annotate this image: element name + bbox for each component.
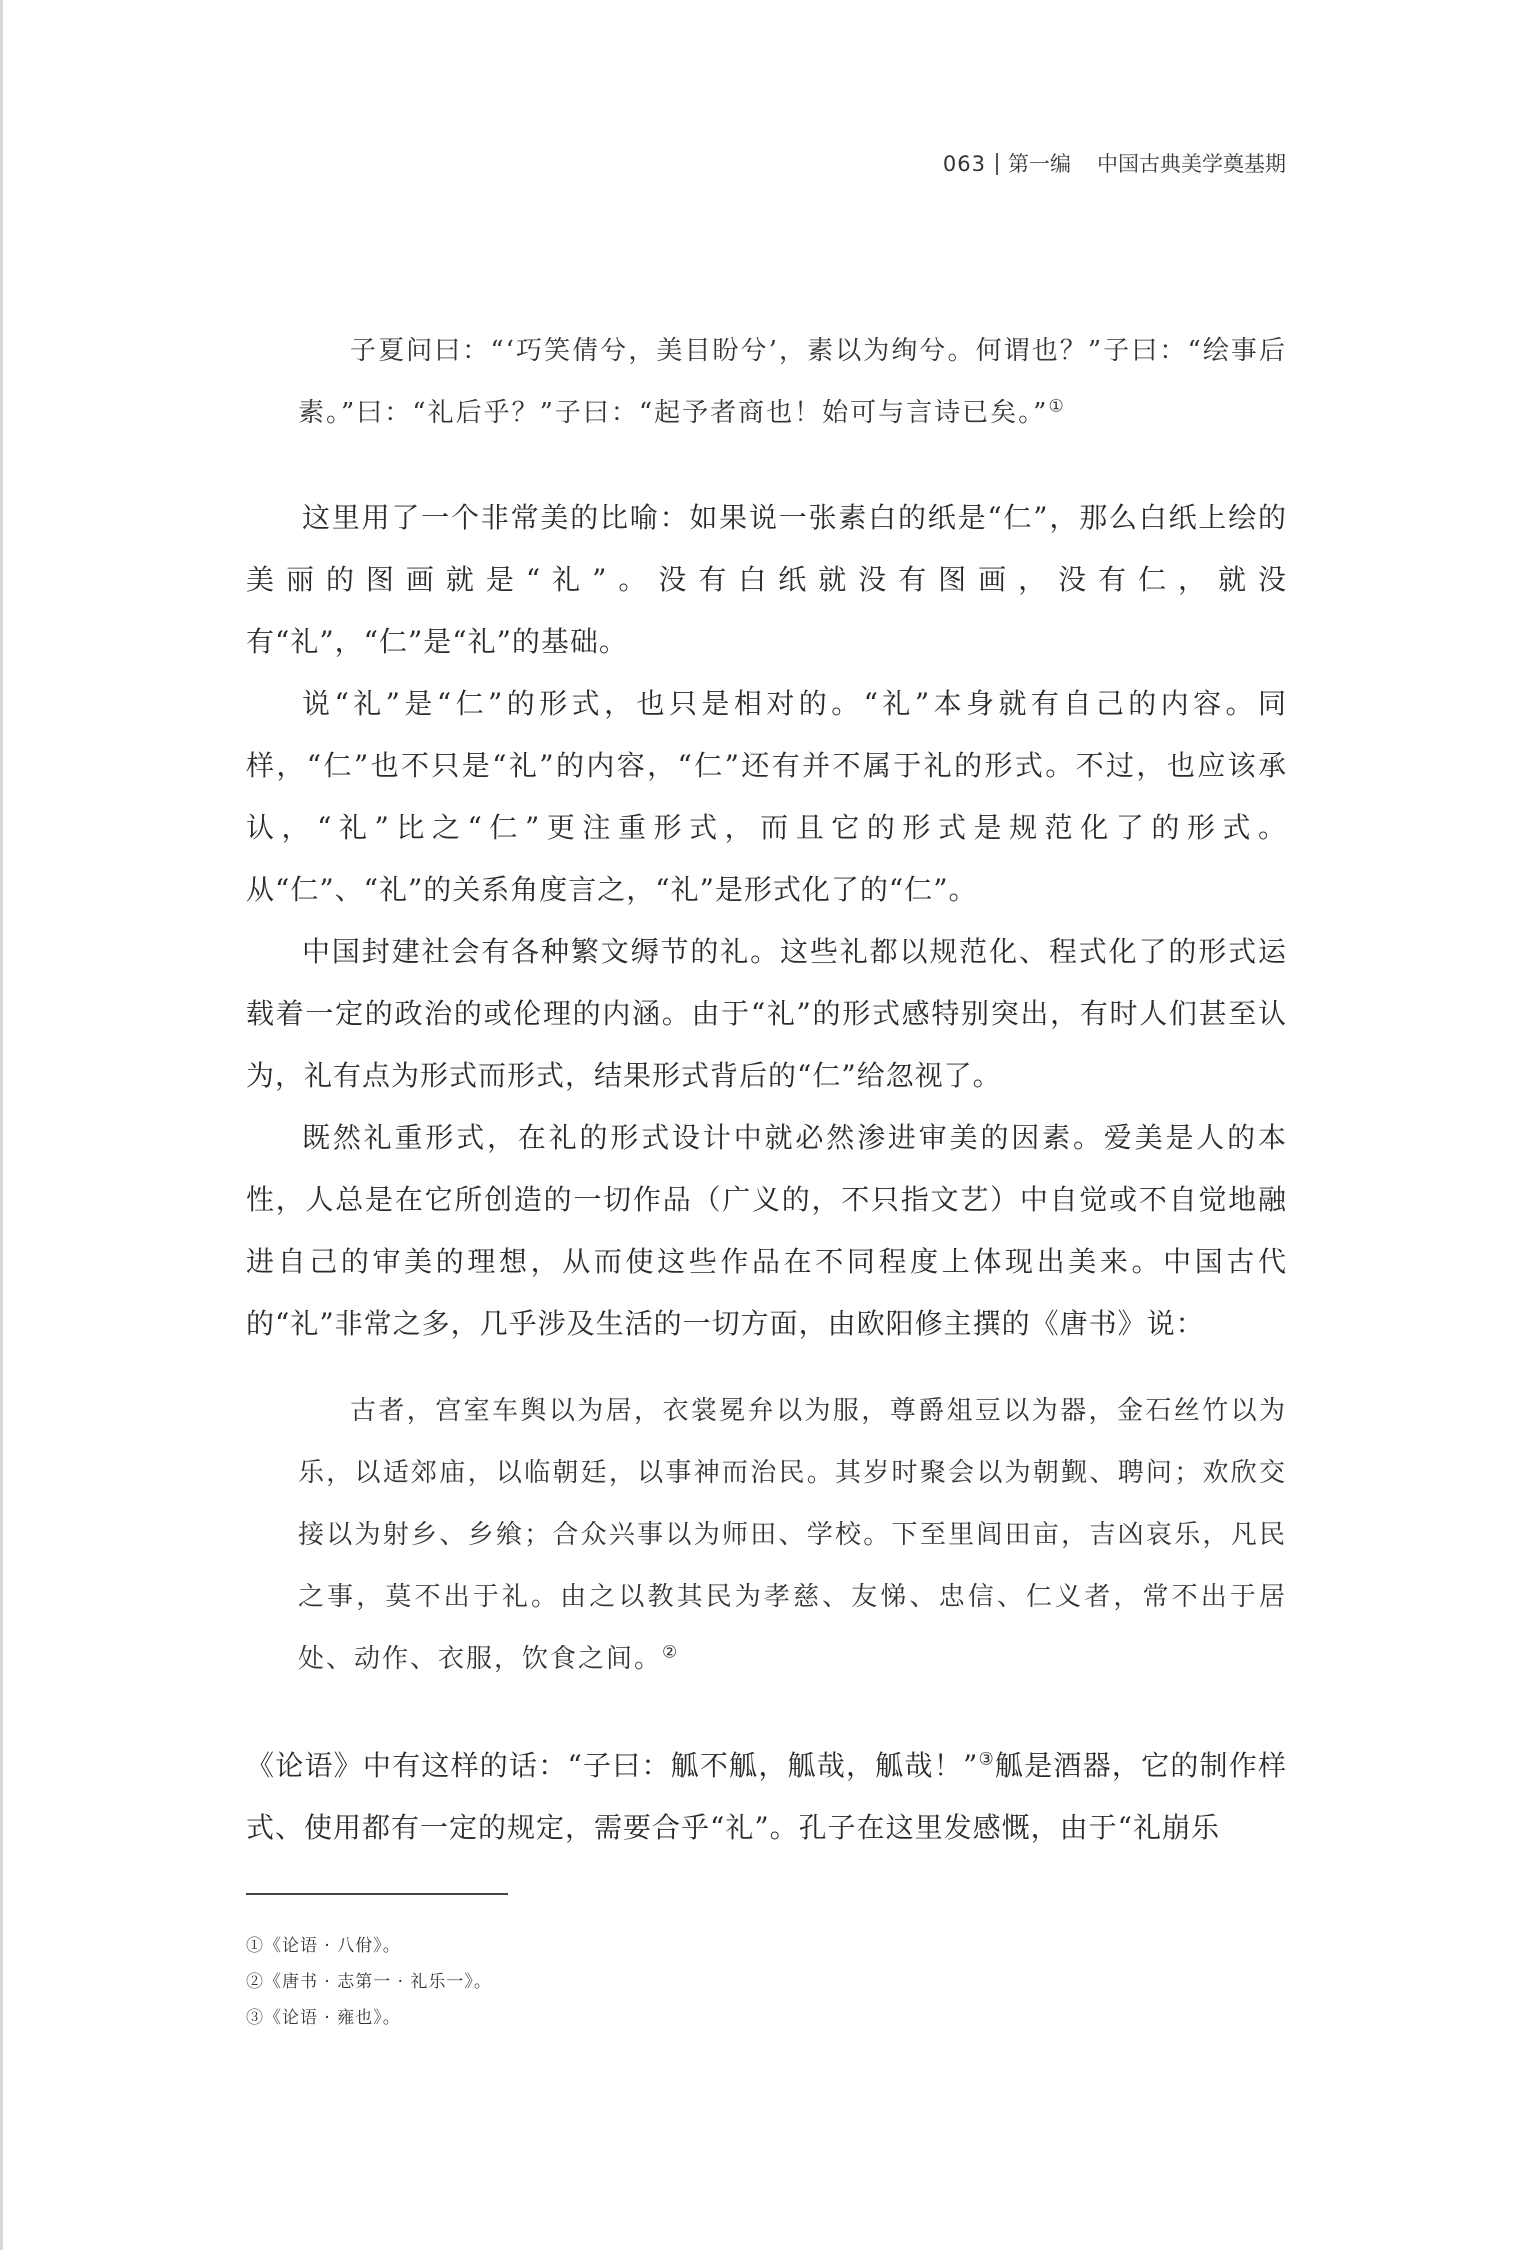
page-number: 063 bbox=[942, 152, 986, 176]
running-head bbox=[943, 146, 1286, 182]
paragraph: 说“礼”是“仁”的形式，也只是相对的。“礼”本身就有自己的内容。同样，“仁”也不只是“礼”的内容，“仁”还有并不属于礼的形式。不过，也应该承认，“礼”比之“仁”更注重形式，而且它的形式是规范化了的形式。从“仁”、“礼”的关系角度言之，“礼”是形式化了的“仁”。 bbox=[246, 687, 1287, 906]
block-quote-tangshu bbox=[298, 1380, 1287, 1690]
footnote-rule bbox=[246, 1893, 508, 1895]
paragraph: 这里用了一个非常美的比喻：如果说一张素白的纸是“仁”，那么白纸上绘的美丽的图画就是“礼”。没有白纸就没有图画，没有仁，就没有“礼”，“仁”是“礼”的基础。 bbox=[246, 501, 1287, 658]
quote-paragraph bbox=[298, 1380, 1287, 1690]
body-text-block-1 bbox=[246, 487, 1287, 1355]
header-separator bbox=[996, 153, 998, 175]
paragraph: 中国封建社会有各种繁文缛节的礼。这些礼都以规范化、程式化了的形式运载着一定的政治的或伦理的内涵。由于“礼”的形式感特别突出，有时人们甚至认为，礼有点为形式而形式，结果形式背后的“仁”给忽视了。 bbox=[246, 935, 1287, 1092]
footnote-item: ③《论语 · 雍也》。 bbox=[246, 2008, 401, 2028]
footnote-item: ①《论语 · 八佾》。 bbox=[246, 1936, 401, 1956]
quote-text: 古者，宫室车舆以为居，衣裳冕弁以为服，尊爵俎豆以为器，金石丝竹以为乐，以适郊庙，以临朝廷，以事神而治民。其岁时聚会以为朝觐、聘问；欢欣交接以为射乡、乡飨；合众兴事以为师田、学校。下至里闾田亩，吉凶哀乐，凡民之事，莫不出于礼。由之以教其民为孝慈、友悌、忠信、仁义者，常不出于居处、动作、衣服，饮食之间。 bbox=[298, 1396, 1287, 1674]
closing-text-part1: 《论语》中有这样的话：“子曰：觚不觚，觚哉，觚哉！” bbox=[246, 1749, 979, 1782]
paragraph: 既然礼重形式，在礼的形式设计中就必然渗进审美的因素。爱美是人的本性，人总是在它所创造的一切作品（广义的，不只指文艺）中自觉或不自觉地融进自己的审美的理想，从而使这些作品在不同程度上体现出美来。中国古代的“礼”非常之多，几乎涉及生活的一切方面，由欧阳修主撰的《唐书》说： bbox=[246, 1121, 1287, 1340]
footnote-ref-2[interactable]: ② bbox=[662, 1642, 680, 1663]
body-text-block-2 bbox=[246, 1735, 1287, 1859]
quote-paragraph bbox=[298, 320, 1287, 444]
footnote-item: ②《唐书 · 志第一 · 礼乐一》。 bbox=[246, 1972, 492, 1992]
quote-text: 子夏问曰：“‘巧笑倩兮，美目盼兮’，素以为绚兮。何谓也？”子曰：“绘事后素。”曰：“礼后乎？”子曰：“起予者商也！始可与言诗已矣。” bbox=[298, 336, 1287, 428]
block-quote-lunyu bbox=[298, 320, 1287, 444]
paragraph bbox=[246, 1735, 1287, 1859]
closing-text-part2: 觚是酒器，它的制作样式、使用都有一定的规定，需要合乎“礼”。孔子在这里发感慨，由于“礼崩乐 bbox=[246, 1749, 1287, 1844]
chapter-title: 中国古典美学奠基期 bbox=[1097, 152, 1286, 176]
page-edge bbox=[0, 0, 3, 2250]
footnote-ref-1[interactable]: ① bbox=[1048, 396, 1066, 417]
footnote-ref-3[interactable]: ③ bbox=[978, 1749, 995, 1770]
footnotes bbox=[246, 1928, 1146, 2036]
part-label: 第一编 bbox=[1008, 152, 1071, 176]
